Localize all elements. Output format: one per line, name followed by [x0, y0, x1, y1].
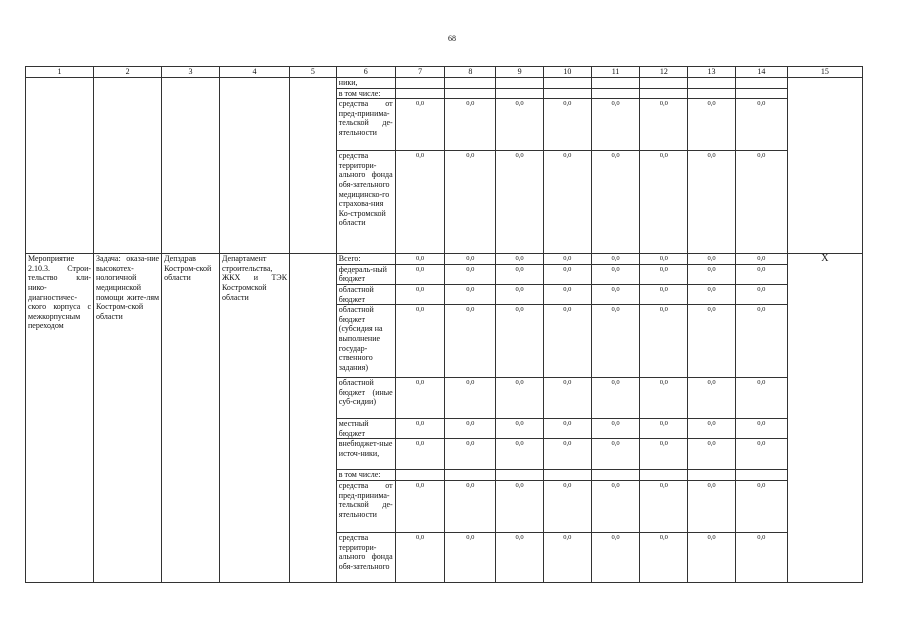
- col-header: 10: [543, 67, 591, 78]
- value-cell: [640, 88, 688, 99]
- value-cell: 0,0: [591, 378, 640, 419]
- cont-col4: [219, 78, 289, 254]
- source-label: Всего:: [336, 254, 395, 265]
- value-cell: 0,0: [496, 419, 544, 439]
- source-label: в том числе:: [336, 88, 395, 99]
- source-label: средства территори-ального фонда обя-зательного: [336, 532, 395, 582]
- value-cell: 0,0: [395, 254, 445, 265]
- page-number: 68: [448, 34, 456, 43]
- source-label: в том числе:: [336, 470, 395, 481]
- value-cell: [591, 78, 640, 89]
- value-cell: 0,0: [445, 419, 496, 439]
- col-header: 5: [290, 67, 337, 78]
- value-cell: 0,0: [445, 378, 496, 419]
- value-cell: [735, 78, 787, 89]
- value-cell: 0,0: [688, 284, 736, 304]
- value-cell: [591, 470, 640, 481]
- value-cell: 0,0: [688, 532, 736, 582]
- value-cell: 0,0: [591, 264, 640, 284]
- value-cell: 0,0: [496, 305, 544, 378]
- table-row: [26, 78, 863, 89]
- value-cell: 0,0: [640, 480, 688, 532]
- value-cell: 0,0: [640, 532, 688, 582]
- value-cell: 0,0: [543, 99, 591, 151]
- value-cell: 0,0: [445, 305, 496, 378]
- value-cell: 0,0: [591, 532, 640, 582]
- source-label: средства от пред-принима-тельской де-ятельности: [336, 99, 395, 151]
- value-cell: 0,0: [496, 254, 544, 265]
- col-header: 13: [688, 67, 736, 78]
- measure-col15: X: [787, 254, 862, 583]
- value-cell: [735, 88, 787, 99]
- value-cell: 0,0: [640, 439, 688, 470]
- value-cell: [543, 470, 591, 481]
- cont-col3: [162, 78, 220, 254]
- col-header: 6: [336, 67, 395, 78]
- cont-col5: [290, 78, 337, 254]
- source-label: внебюджет-ные источ-ники,: [336, 439, 395, 470]
- value-cell: 0,0: [543, 378, 591, 419]
- value-cell: 0,0: [591, 480, 640, 532]
- source-label: ники,: [336, 78, 395, 89]
- value-cell: [496, 470, 544, 481]
- value-cell: 0,0: [735, 305, 787, 378]
- source-label: областной бюджет: [336, 284, 395, 304]
- value-cell: 0,0: [640, 305, 688, 378]
- value-cell: 0,0: [395, 264, 445, 284]
- value-cell: 0,0: [445, 254, 496, 265]
- col-header: 2: [94, 67, 162, 78]
- value-cell: [640, 470, 688, 481]
- cont-col1: [26, 78, 94, 254]
- value-cell: 0,0: [591, 284, 640, 304]
- value-cell: 0,0: [543, 532, 591, 582]
- value-cell: 0,0: [640, 419, 688, 439]
- value-cell: [591, 88, 640, 99]
- value-cell: 0,0: [496, 480, 544, 532]
- table-row: [26, 254, 863, 265]
- value-cell: 0,0: [688, 439, 736, 470]
- value-cell: 0,0: [496, 439, 544, 470]
- col-header: 3: [162, 67, 220, 78]
- source-label: средства территори-ального фонда обя-зательного медицинско-го страхова-ния Ко-стромской области: [336, 151, 395, 254]
- value-cell: 0,0: [688, 151, 736, 254]
- value-cell: 0,0: [395, 284, 445, 304]
- col-header: 1: [26, 67, 94, 78]
- value-cell: [395, 470, 445, 481]
- measure-responsible: Депздрав Костром-ской области: [162, 254, 220, 583]
- value-cell: 0,0: [543, 284, 591, 304]
- value-cell: 0,0: [688, 419, 736, 439]
- cont-col15: [787, 78, 862, 254]
- value-cell: [688, 78, 736, 89]
- value-cell: 0,0: [445, 151, 496, 254]
- value-cell: 0,0: [445, 264, 496, 284]
- cont-col2: [94, 78, 162, 254]
- value-cell: 0,0: [445, 439, 496, 470]
- value-cell: 0,0: [496, 264, 544, 284]
- value-cell: 0,0: [543, 419, 591, 439]
- value-cell: 0,0: [543, 151, 591, 254]
- col-header: 15: [787, 67, 862, 78]
- value-cell: 0,0: [395, 151, 445, 254]
- value-cell: 0,0: [591, 419, 640, 439]
- source-label: местный бюджет: [336, 419, 395, 439]
- value-cell: 0,0: [543, 480, 591, 532]
- source-label: областной бюджет (иные суб-сидии): [336, 378, 395, 419]
- value-cell: [445, 470, 496, 481]
- value-cell: 0,0: [445, 284, 496, 304]
- value-cell: 0,0: [445, 99, 496, 151]
- value-cell: 0,0: [445, 480, 496, 532]
- value-cell: [445, 88, 496, 99]
- value-cell: 0,0: [735, 284, 787, 304]
- value-cell: 0,0: [395, 480, 445, 532]
- value-cell: 0,0: [395, 419, 445, 439]
- col-header: 11: [591, 67, 640, 78]
- measure-name: Мероприятие 2.10.3. Строи-тельство кли-нико-диагностичес-ского корпуса с межкорпусным переходом: [26, 254, 94, 583]
- value-cell: 0,0: [543, 254, 591, 265]
- value-cell: 0,0: [735, 480, 787, 532]
- value-cell: 0,0: [735, 254, 787, 265]
- value-cell: 0,0: [591, 254, 640, 265]
- value-cell: 0,0: [496, 151, 544, 254]
- value-cell: 0,0: [640, 284, 688, 304]
- value-cell: 0,0: [735, 378, 787, 419]
- col-header: 4: [219, 67, 289, 78]
- value-cell: 0,0: [496, 378, 544, 419]
- value-cell: 0,0: [688, 305, 736, 378]
- col-header: 7: [395, 67, 445, 78]
- value-cell: 0,0: [688, 480, 736, 532]
- value-cell: 0,0: [640, 378, 688, 419]
- value-cell: [543, 88, 591, 99]
- value-cell: 0,0: [735, 151, 787, 254]
- value-cell: 0,0: [395, 305, 445, 378]
- value-cell: 0,0: [395, 439, 445, 470]
- value-cell: 0,0: [640, 254, 688, 265]
- source-label: федераль-ный бюджет: [336, 264, 395, 284]
- value-cell: [496, 78, 544, 89]
- value-cell: 0,0: [735, 264, 787, 284]
- source-label: областной бюджет (субсидия на выполнение государ-ственного задания): [336, 305, 395, 378]
- value-cell: 0,0: [591, 439, 640, 470]
- value-cell: 0,0: [735, 439, 787, 470]
- value-cell: 0,0: [591, 99, 640, 151]
- col-header: 12: [640, 67, 688, 78]
- value-cell: 0,0: [640, 264, 688, 284]
- col-header: 9: [496, 67, 544, 78]
- value-cell: [445, 78, 496, 89]
- source-label: средства от пред-принима-тельской де-ятельности: [336, 480, 395, 532]
- value-cell: [688, 88, 736, 99]
- value-cell: 0,0: [395, 378, 445, 419]
- value-cell: [395, 78, 445, 89]
- value-cell: 0,0: [496, 99, 544, 151]
- value-cell: [735, 470, 787, 481]
- value-cell: 0,0: [496, 532, 544, 582]
- budget-table: [25, 66, 863, 583]
- value-cell: 0,0: [735, 532, 787, 582]
- measure-col5: [290, 254, 337, 583]
- value-cell: 0,0: [735, 419, 787, 439]
- value-cell: 0,0: [591, 151, 640, 254]
- value-cell: 0,0: [543, 305, 591, 378]
- col-header: 14: [735, 67, 787, 78]
- value-cell: 0,0: [395, 532, 445, 582]
- value-cell: 0,0: [688, 254, 736, 265]
- value-cell: [640, 78, 688, 89]
- value-cell: 0,0: [395, 99, 445, 151]
- value-cell: 0,0: [688, 264, 736, 284]
- value-cell: 0,0: [543, 439, 591, 470]
- value-cell: [543, 78, 591, 89]
- value-cell: 0,0: [591, 305, 640, 378]
- value-cell: 0,0: [496, 284, 544, 304]
- value-cell: [688, 470, 736, 481]
- value-cell: [395, 88, 445, 99]
- value-cell: 0,0: [735, 99, 787, 151]
- value-cell: [496, 88, 544, 99]
- value-cell: 0,0: [543, 264, 591, 284]
- measure-executor: Департамент строительства, ЖКХ и ТЭК Костромской области: [219, 254, 289, 583]
- value-cell: 0,0: [640, 151, 688, 254]
- value-cell: 0,0: [688, 378, 736, 419]
- header-row: [26, 67, 863, 78]
- value-cell: 0,0: [445, 532, 496, 582]
- value-cell: 0,0: [688, 99, 736, 151]
- col-header: 8: [445, 67, 496, 78]
- value-cell: 0,0: [640, 99, 688, 151]
- measure-task: Задача: оказа-ние высокотех-нологичной медицинской помощи жите-лям Костром-ской области: [94, 254, 162, 583]
